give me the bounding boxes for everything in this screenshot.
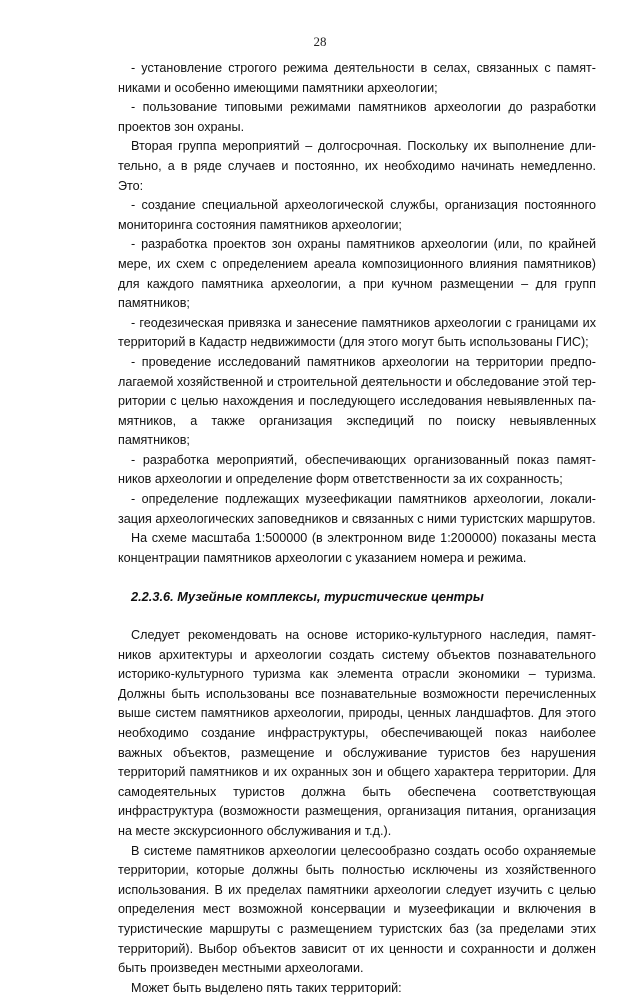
paragraph: - пользование типовыми режимами памятников археологии до разработки проектов зон охраны.	[118, 100, 596, 134]
paragraph: - геодезическая привязка и занесение памятников археологии с границами их территорий в Кадастр недвижимости (для этого могут быть использованы ГИС);	[118, 315, 596, 350]
paragraph: - определение подлежащих музеефикации памятников археологии, локализация археологических заповедников и связанных с ними туристских маршрутов.	[118, 492, 596, 526]
paragraph: - проведение исследований памятников археологии на территории предполагаемой хозяйственной и строительной деятельности и обследование этой территории с целью нахождения и последующего исследования невыявленных памятников, а также организация экспедиций по поиску невыявленных памятников;	[118, 354, 596, 448]
paragraph: На схеме масштаба 1:500000 (в электронном виде 1:200000) показаны места концентрации памятников археологии с указанием номера и режима.	[118, 531, 596, 565]
paragraph: Следует рекомендовать на основе историко-культурного наследия, памятников архитектуры и археологии создать систему объектов познавательного историко-культурного туризма как элемента отрасли экономики – туризма. Должны быть использованы все познавательные возможности перечисленных выше систем памятников археологии, природы, ценных ландшафтов. Для этого необходимо создание инфраструктуры, обеспечивающей показ наиболее важных объектов, размещение и обслуживание туристов без нарушения территорий памятников и их охранных зон и общего характера территории. Для самодеятельных туристов должна быть обеспечена соответствующая инфраструктура (возможности размещения, организация питания, организация на месте экскурсионного обслуживания и т.д.).	[118, 628, 596, 838]
paragraph: - разработка проектов зон охраны памятников археологии (или, по крайней мере, их схем с определением ареала композиционного влияния памятников) для каждого памятника археологии, а при кучном размещении – для групп памятников;	[118, 237, 596, 311]
section-heading: 2.2.3.6. Музейные комплексы, туристические центры	[131, 589, 484, 605]
paragraph: - разработка мероприятий, обеспечивающих организованный показ памятников археологии и определение форм ответственности за их сохранность;	[118, 452, 596, 487]
paragraph: В системе памятников археологии целесообразно создать особо охраняемые территории, которые должны быть полностью исключены из хозяйственного использования. В их пределах памятники археологии следует изучить с целью определения мест возможной консервации и музеефикации и включения в туристические маршруты с размещением туристских баз (за пределами этих территорий). Выбор объектов зависит от их ценности и сохранности и должен быть произведен местными археологами.	[118, 843, 596, 976]
page-number: 28	[313, 34, 327, 49]
paragraph: Вторая группа мероприятий – долгосрочная. Поскольку их выполнение длительно, а в ряде случаев и постоянно, их необходимо начинать немедленно. Это:	[118, 139, 596, 193]
page-body	[118, 59, 596, 998]
paragraph: - создание специальной археологической службы, организация постоянного мониторинга состояния памятников археологии;	[118, 198, 596, 232]
paragraph: - установление строгого режима деятельности в селах, связанных с памятниками и особенно имеющими памятники археологии;	[118, 61, 596, 95]
paragraph: Может быть выделено пять таких территорий:	[131, 980, 402, 995]
